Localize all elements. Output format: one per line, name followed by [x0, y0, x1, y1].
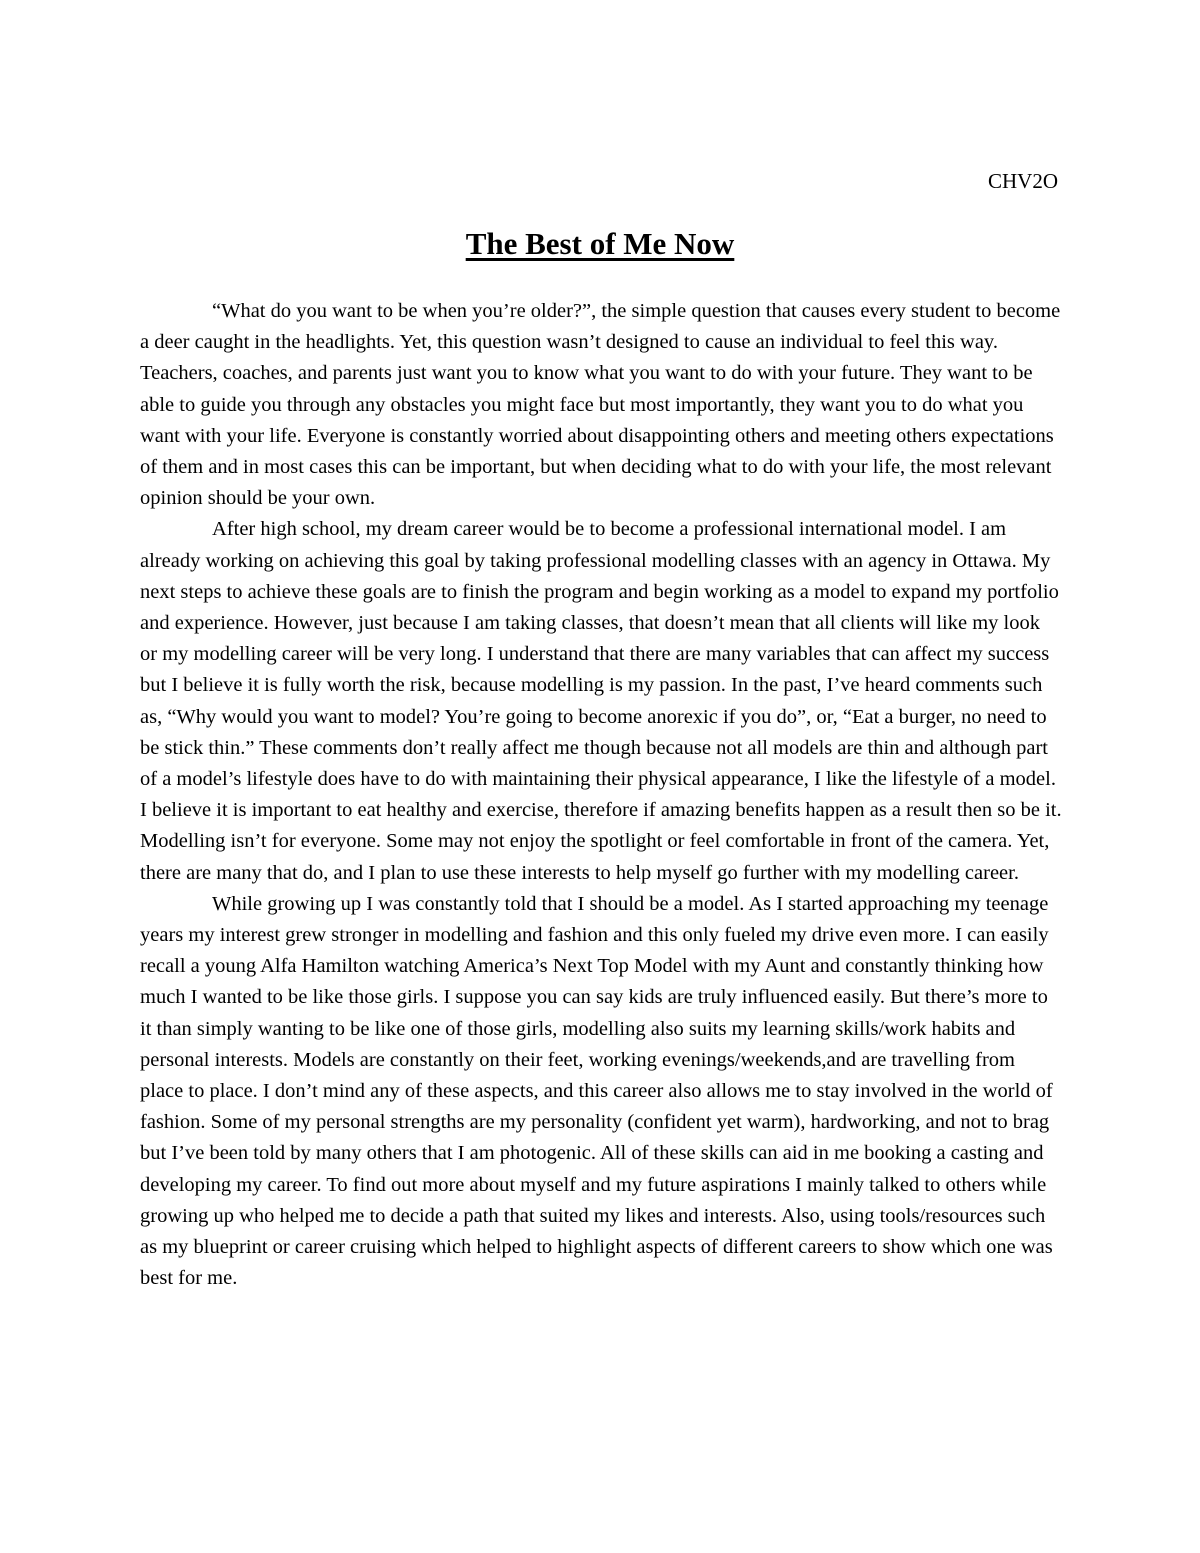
course-code: CHV2O [987, 169, 1058, 193]
document-title: The Best of Me Now [465, 226, 735, 261]
paragraph-1: “What do you want to be when you’re older?”, the simple question that causes every student to become a deer caught in the headlights. Yet, this question wasn’t designed to cause an individual to feel this way. Teachers, coaches, and parents just want you to know what you want to do with your future. They want to be able to guide you through any obstacles you might face but most importantly, they want you to do what you want with your life. Everyone is constantly worried about disappointing others and meeting others expectations of them and in most cases this can be important, but when deciding what to do with your life, the most relevant opinion should be your own. [140, 300, 1061, 510]
essay-body [140, 296, 1062, 1295]
paragraph-3: While growing up I was constantly told that I should be a model. As I started approaching my teenage years my interest grew stronger in modelling and fashion and this only fueled my drive even more. I can easily recall a young Alfa Hamilton watching America’s Next Top Model with my Aunt and constantly thinking how much I wanted to be like those girls. I suppose you can say kids are truly influenced easily. But there’s more to it than simply wanting to be like one of those girls, modelling also suits my learning skills/work habits and personal interests. Models are constantly on their feet, working evenings/weekends,and are travelling from place to place. I don’t mind any of these aspects, and this career also allows me to stay involved in the world of fashion. Some of my personal strengths are my personality (confident yet warm), hardworking, and not to brag but I’ve been told by many others that I am photogenic. All of these skills can aid in me booking a casting and developing my career. To find out more about myself and my future aspirations I mainly talked to others while growing up who helped me to decide a path that suited my likes and interests. Also, using tools/resources such as my blueprint or career cruising which helped to highlight aspects of different careers to show which one was best for me. [140, 892, 1053, 1290]
paragraph-2: After high school, my dream career would be to become a professional international model. I am already working on achieving this goal by taking professional modelling classes with an agency in Ottawa. My next steps to achieve these goals are to finish the program and begin working as a model to expand my portfolio and experience. However, just because I am taking classes, that doesn’t mean that all clients will like my look or my modelling career will be very long. I understand that there are many variables that can affect my success but I believe it is fully worth the risk, because modelling is my passion. In the past, I’ve heard comments such as, “Why would you want to model? You’re going to become anorexic if you do”, or, “Eat a burger, no need to be stick thin.” These comments don’t really affect me though because not all models are thin and although part of a model’s lifestyle does have to do with maintaining their physical appearance, I like the lifestyle of a model. I believe it is important to eat healthy and exercise, therefore if amazing benefits happen as a result then so be it. Modelling isn’t for everyone. Some may not enjoy the spotlight or feel comfortable in front of the camera. Yet, there are many that do, and I plan to use these interests to help myself go further with my modelling career. [140, 518, 1062, 884]
